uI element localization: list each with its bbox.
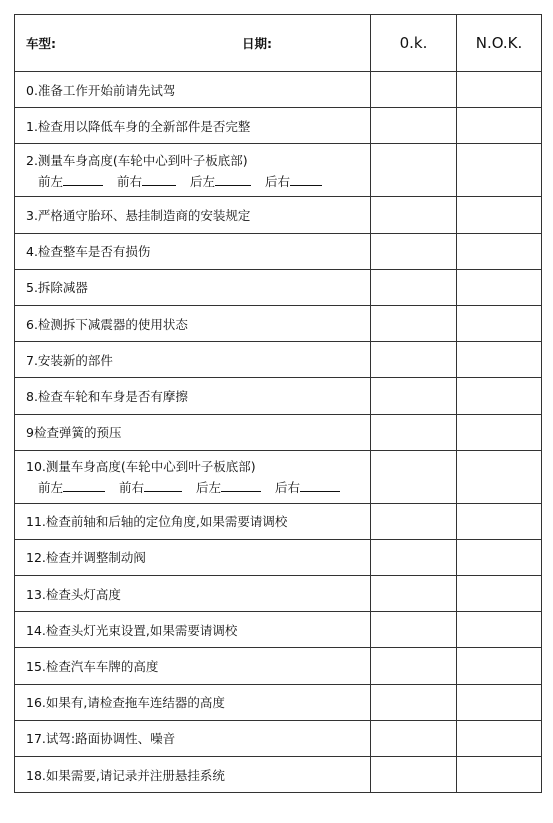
ok-check-cell[interactable] [371, 720, 457, 756]
model-label: 车型: [26, 36, 56, 51]
nok-check-cell[interactable] [457, 450, 542, 503]
nok-check-cell[interactable] [457, 684, 542, 720]
nok-check-cell[interactable] [457, 648, 542, 684]
date-label: 日期: [242, 36, 272, 51]
checklist-row [15, 539, 542, 575]
checklist-item-cell [15, 378, 371, 414]
checklist-item-text: 12.检查并调整制动阀 [26, 550, 146, 566]
checklist-item-text: 0.准备工作开始前请先试驾 [26, 82, 176, 98]
checklist-row [15, 414, 542, 450]
checklist-item-cell [15, 450, 371, 503]
ok-check-cell[interactable] [371, 72, 457, 108]
checklist-row [15, 450, 542, 503]
checklist-row [15, 503, 542, 539]
checklist-item-text: 9检查弹簧的预压 [26, 425, 122, 441]
measurement-field-label: 前左 [38, 173, 64, 189]
measurement-field-label: 后右 [275, 480, 301, 496]
nok-check-cell[interactable] [457, 144, 542, 197]
checklist-row [15, 757, 542, 793]
checklist-row [15, 144, 542, 197]
header-row [15, 15, 542, 72]
checklist-item-text: 16.如果有,请检查拖车连结器的高度 [26, 695, 225, 711]
checklist-item-cell [15, 576, 371, 612]
ok-check-cell[interactable] [371, 197, 457, 233]
checklist-item-cell [15, 72, 371, 108]
checklist-item-text: 17.试驾:路面协调性、噪音 [26, 731, 176, 747]
checklist-item-text: 18.如果需要,请记录并注册悬挂系统 [26, 767, 225, 783]
ok-check-cell[interactable] [371, 144, 457, 197]
ok-check-cell[interactable] [371, 684, 457, 720]
checklist-row [15, 576, 542, 612]
measurement-field-label: 前左 [38, 480, 64, 496]
ok-check-cell[interactable] [371, 450, 457, 503]
checklist-item-cell [15, 612, 371, 648]
checklist-item-text: 13.检查头灯高度 [26, 586, 121, 602]
checklist-item-cell [15, 720, 371, 756]
nok-check-cell[interactable] [457, 342, 542, 378]
measurement-blank-line[interactable] [63, 174, 103, 186]
nok-check-cell[interactable] [457, 720, 542, 756]
checklist-item-text: 5.拆除减器 [26, 280, 88, 296]
checklist-item-cell [15, 757, 371, 793]
ok-column-header: 0.k. [371, 15, 457, 72]
checklist-item-cell [15, 144, 371, 197]
measurement-blank-line[interactable] [290, 174, 322, 186]
ok-check-cell[interactable] [371, 757, 457, 793]
ok-check-cell[interactable] [371, 269, 457, 305]
checklist-item-cell [15, 233, 371, 269]
nok-check-cell[interactable] [457, 539, 542, 575]
measurement-blank-line[interactable] [215, 174, 251, 186]
checklist-item-text: 7.安装新的部件 [26, 352, 113, 368]
nok-check-cell[interactable] [457, 503, 542, 539]
nok-check-cell[interactable] [457, 576, 542, 612]
ok-check-cell[interactable] [371, 378, 457, 414]
checklist-row [15, 305, 542, 341]
checklist-item-text: 10.测量车身高度(车轮中心到叶子板底部) [26, 459, 256, 475]
measurement-field-label: 前右 [117, 173, 143, 189]
measurement-fields [26, 478, 370, 496]
measurement-blank-line[interactable] [221, 480, 261, 492]
nok-check-cell[interactable] [457, 414, 542, 450]
checklist-row [15, 108, 542, 144]
checklist-item-text: 15.检查汽车车牌的高度 [26, 659, 159, 675]
checklist-row [15, 648, 542, 684]
checklist-item-cell [15, 108, 371, 144]
checklist-row [15, 269, 542, 305]
checklist-item-cell [15, 503, 371, 539]
checklist-row [15, 342, 542, 378]
nok-column-header: N.O.K. [457, 15, 542, 72]
ok-check-cell[interactable] [371, 612, 457, 648]
measurement-blank-line[interactable] [63, 480, 105, 492]
ok-check-cell[interactable] [371, 503, 457, 539]
checklist-item-text: 2.测量车身高度(车轮中心到叶子板底部) [26, 152, 248, 168]
checklist-item-cell [15, 305, 371, 341]
checklist-item-cell [15, 197, 371, 233]
measurement-blank-line[interactable] [300, 480, 340, 492]
checklist-row [15, 72, 542, 108]
checklist-row [15, 720, 542, 756]
ok-check-cell[interactable] [371, 539, 457, 575]
nok-check-cell[interactable] [457, 197, 542, 233]
measurement-field-label: 后右 [265, 173, 291, 189]
ok-check-cell[interactable] [371, 414, 457, 450]
nok-check-cell[interactable] [457, 233, 542, 269]
checklist-item-text: 11.检查前轴和后轴的定位角度,如果需要请调校 [26, 514, 288, 530]
checklist-item-text: 3.严格通守胎环、悬挂制造商的安装规定 [26, 207, 251, 223]
nok-check-cell[interactable] [457, 72, 542, 108]
checklist-row [15, 233, 542, 269]
checklist-item-text: 4.检查整车是否有损伤 [26, 244, 151, 260]
measurement-field-label: 前右 [119, 480, 145, 496]
checklist-table [14, 14, 542, 793]
measurement-blank-line[interactable] [142, 174, 176, 186]
nok-check-cell[interactable] [457, 378, 542, 414]
checklist-row [15, 197, 542, 233]
ok-check-cell[interactable] [371, 233, 457, 269]
header-info-cell [15, 15, 371, 72]
checklist-item-cell [15, 269, 371, 305]
checklist-item-cell [15, 414, 371, 450]
checklist-item-text: 1.检查用以降低车身的全新部件是否完整 [26, 118, 251, 134]
checklist-item-cell [15, 648, 371, 684]
checklist-row [15, 378, 542, 414]
checklist-item-cell [15, 539, 371, 575]
checklist-item-text: 14.检查头灯光束设置,如果需要请调校 [26, 622, 238, 638]
nok-check-cell[interactable] [457, 612, 542, 648]
nok-check-cell[interactable] [457, 269, 542, 305]
measurement-field-label: 后左 [196, 480, 222, 496]
nok-check-cell[interactable] [457, 108, 542, 144]
checklist-item-text: 6.检测拆下减震器的使用状态 [26, 316, 188, 332]
ok-check-cell[interactable] [371, 108, 457, 144]
checklist-row [15, 612, 542, 648]
checklist-row [15, 684, 542, 720]
ok-check-cell[interactable] [371, 305, 457, 341]
nok-check-cell[interactable] [457, 757, 542, 793]
ok-check-cell[interactable] [371, 342, 457, 378]
ok-check-cell[interactable] [371, 576, 457, 612]
ok-check-cell[interactable] [371, 648, 457, 684]
measurement-field-label: 后左 [190, 173, 216, 189]
checklist-item-cell [15, 684, 371, 720]
checklist-item-cell [15, 342, 371, 378]
measurement-blank-line[interactable] [144, 480, 182, 492]
nok-check-cell[interactable] [457, 305, 542, 341]
checklist-item-text: 8.检查车轮和车身是否有摩擦 [26, 388, 188, 404]
measurement-fields [26, 172, 370, 190]
